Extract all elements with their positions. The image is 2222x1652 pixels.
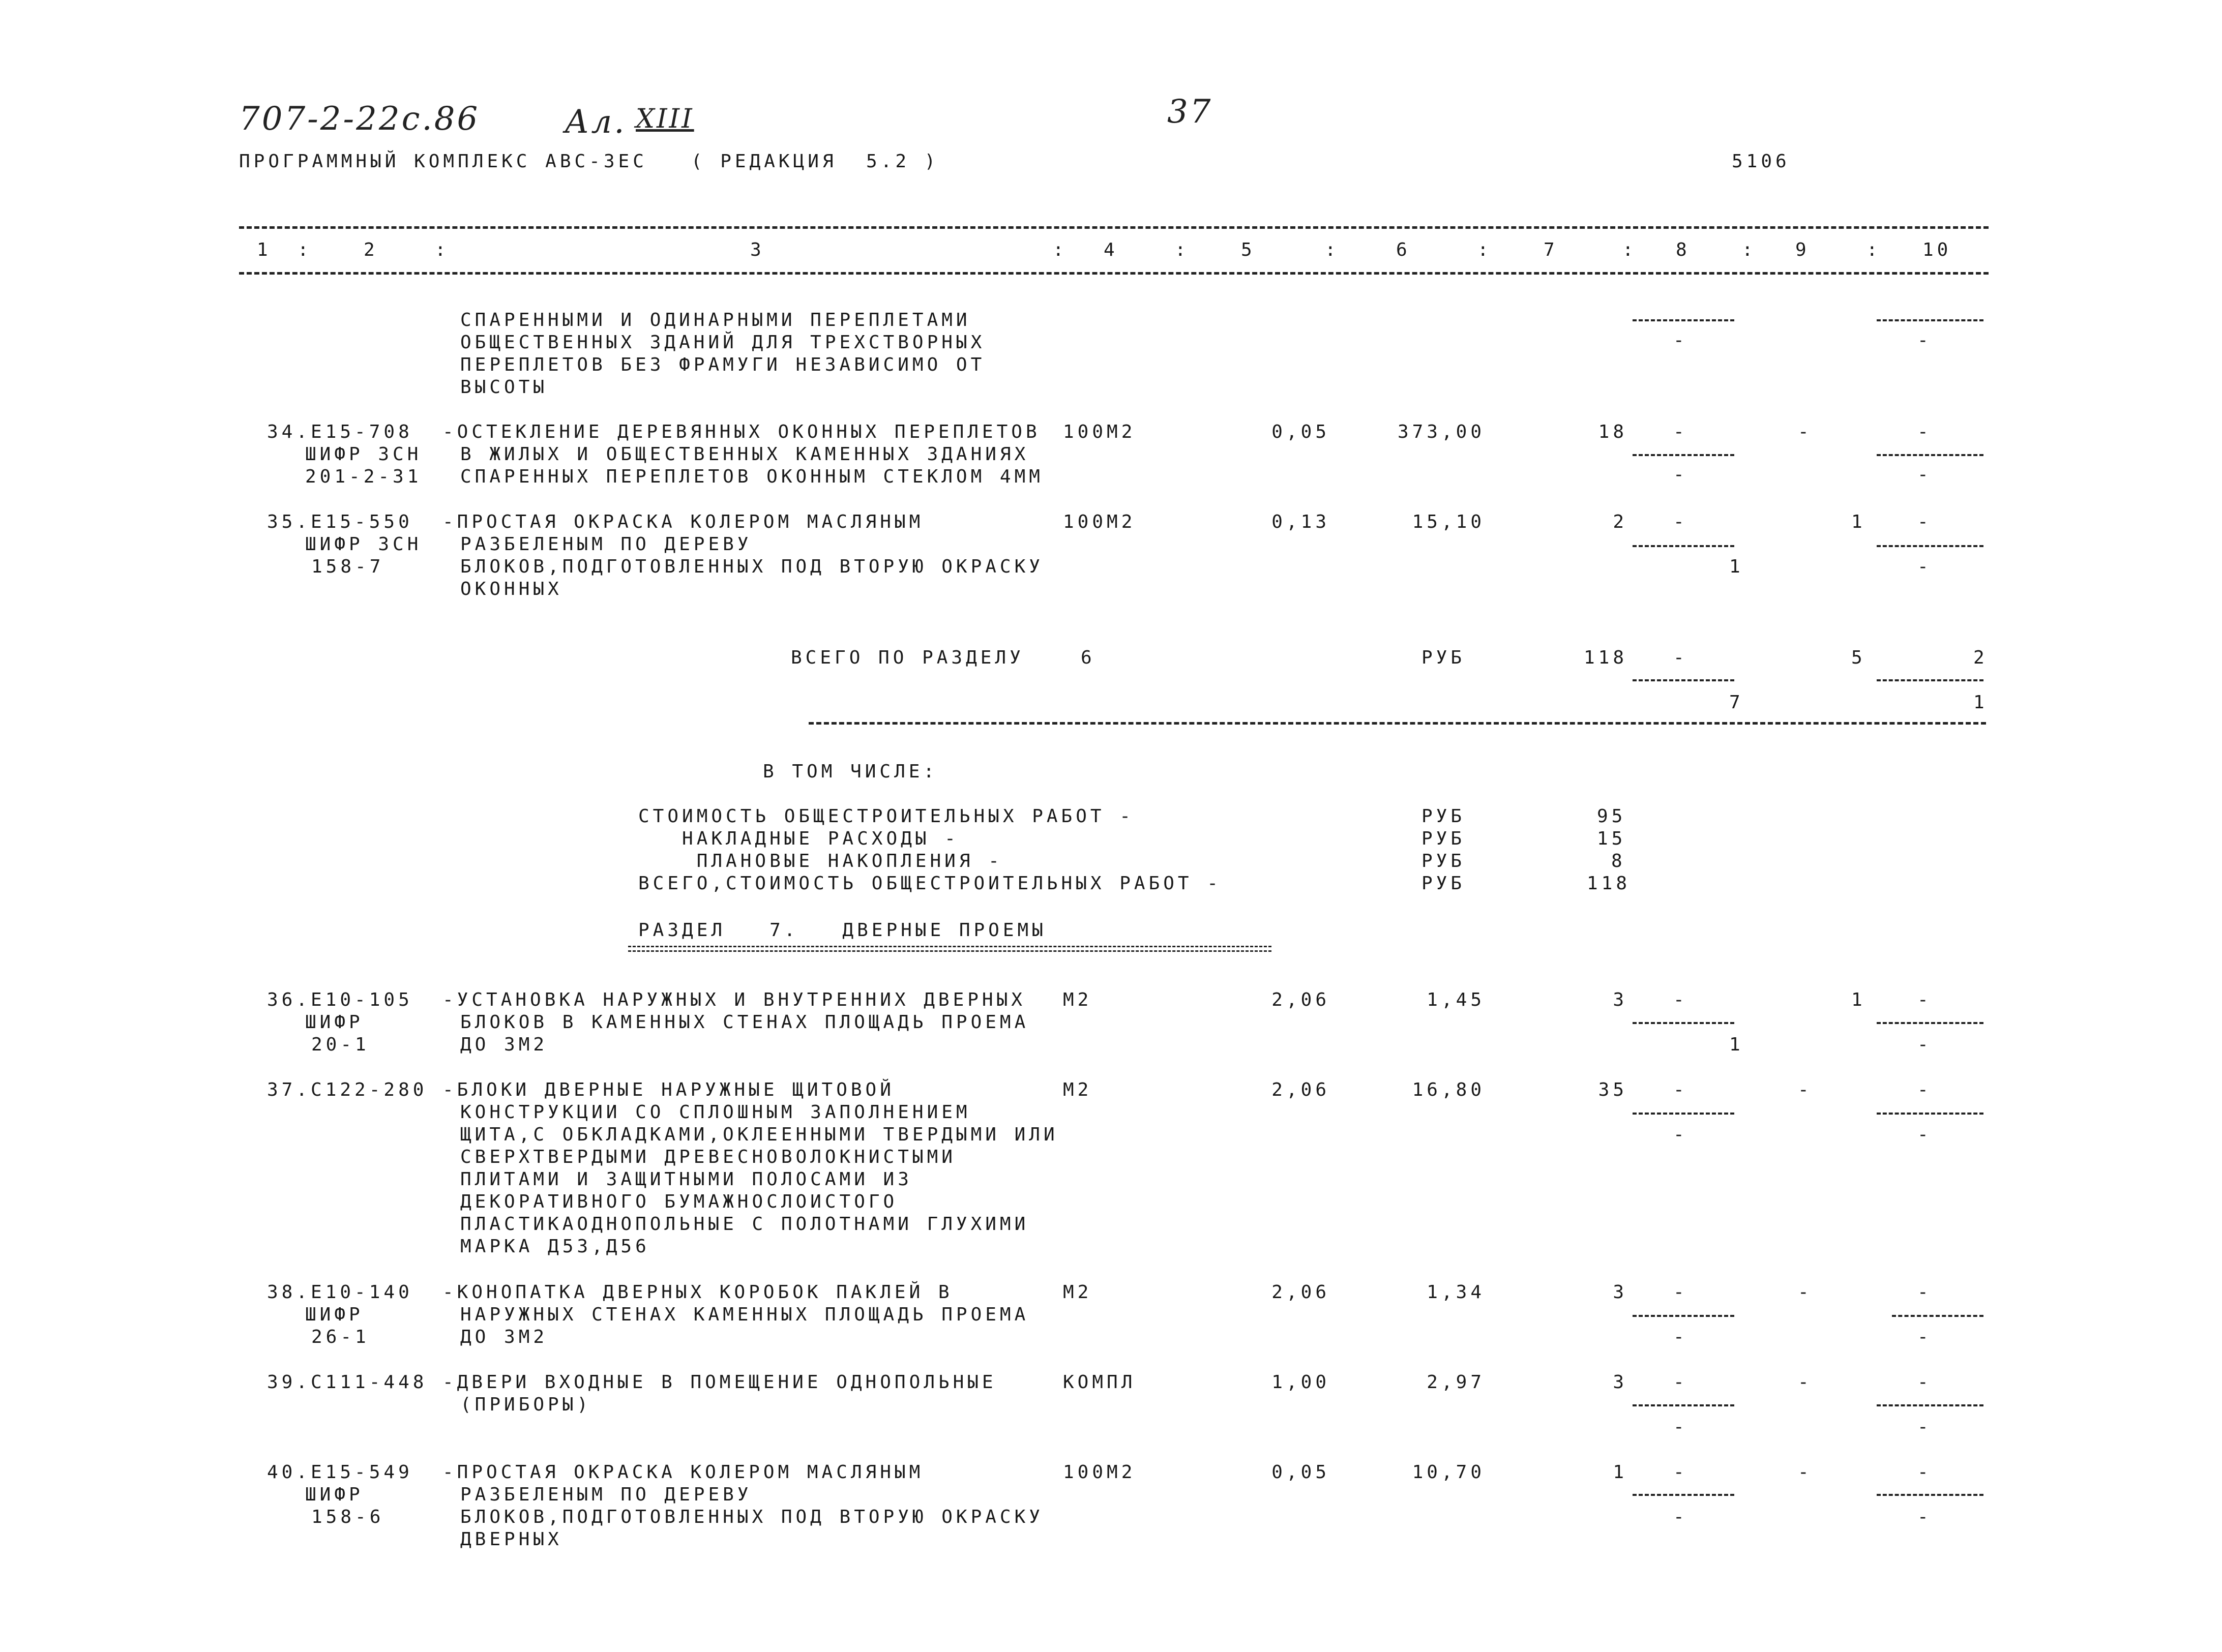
- row-unit: 100М2: [1063, 1462, 1136, 1483]
- col-sep: :: [298, 239, 312, 260]
- col9-value: 1: [1851, 512, 1866, 532]
- including-item-value: 15: [1597, 828, 1626, 849]
- including-item-unit: РУБ: [1421, 851, 1466, 872]
- handwritten-project-code: 707-2-22с.86: [239, 100, 480, 138]
- including-label: В ТОМ ЧИСЛЕ:: [763, 761, 938, 782]
- row-unit-price: 1,45: [1427, 989, 1485, 1010]
- col-10: 10: [1922, 239, 1952, 260]
- row-description: ПЕРЕПЛЕТОВ БЕЗ ФРАМУГИ НЕЗАВИСИМО ОТ: [460, 354, 986, 375]
- row-unit: М2: [1063, 1282, 1092, 1303]
- col8-top: -: [1673, 422, 1688, 442]
- col9-value: -: [1798, 1079, 1813, 1100]
- row-description: В ЖИЛЫХ И ОБЩЕСТВЕННЫХ КАМЕННЫХ ЗДАНИЯХ: [460, 444, 1029, 465]
- including-item-label: НАКЛАДНЫЕ РАСХОДЫ -: [638, 828, 959, 849]
- row-description: (ПРИБОРЫ): [460, 1394, 592, 1415]
- row-description: ПЛАСТИКАОДНОПОЛЬНЫЕ С ПОЛОТНАМИ ГЛУХИМИ: [460, 1214, 1029, 1235]
- row-description: СВЕРХТВЕРДЫМИ ДРЕВЕСНОВОЛОКНИСТЫМИ: [460, 1147, 956, 1167]
- row-description: ДВЕРНЫХ: [460, 1529, 562, 1550]
- handwritten-album-number: XIII: [636, 104, 694, 134]
- col9-value: -: [1798, 1282, 1813, 1303]
- section-total-value: 118: [1583, 647, 1627, 668]
- row-description: ДО 3М2: [460, 1327, 548, 1347]
- row-unit: 100М2: [1063, 512, 1136, 532]
- row-total: 35: [1598, 1079, 1627, 1100]
- row-description: ЩИТА,С ОБКЛАДКАМИ,ОКЛЕЕННЫМИ ТВЕРДЫМИ ИЛИ: [460, 1124, 1058, 1145]
- col9-value: -: [1798, 1462, 1813, 1483]
- including-item-value: 8: [1611, 851, 1626, 872]
- header-bottom-rule: [239, 272, 1989, 275]
- row-description: ДО 3М2: [460, 1034, 548, 1055]
- fraction-line: [1633, 319, 1734, 321]
- row-quantity: 2,06: [1271, 989, 1330, 1010]
- row-description: РАЗБЕЛЕНЫМ ПО ДЕРЕВУ: [460, 1484, 752, 1505]
- col10-bottom: -: [1917, 1124, 1932, 1145]
- col8-bottom: 7: [1729, 692, 1744, 713]
- col8-bottom: -: [1673, 1507, 1688, 1527]
- row-quantity: 0,05: [1271, 1462, 1330, 1483]
- row-cipher-number: 158-7: [311, 556, 384, 577]
- col10-bottom: -: [1917, 330, 1932, 351]
- including-item-value: 95: [1597, 806, 1626, 827]
- including-item-label: ПЛАНОВЫЕ НАКОПЛЕНИЯ -: [638, 851, 1003, 872]
- row-unit-price: 15,10: [1412, 512, 1485, 532]
- fraction-line: [1877, 1113, 1983, 1115]
- col10-bottom: -: [1917, 464, 1932, 485]
- row-description: -ПРОСТАЯ ОКРАСКА КОЛЕРОМ МАСЛЯНЫМ: [442, 1462, 924, 1483]
- row-description: БЛОКОВ,ПОДГОТОВЛЕННЫХ ПОД ВТОРУЮ ОКРАСКУ: [460, 556, 1044, 577]
- col8-bottom: -: [1673, 1417, 1688, 1437]
- fraction-line: [1877, 319, 1983, 321]
- row-cipher: ШИФР ЗСН: [305, 444, 422, 465]
- fraction-line: [1633, 545, 1734, 547]
- row-unit-price: 2,97: [1427, 1372, 1485, 1393]
- col10-top: -: [1917, 989, 1932, 1010]
- col8-bottom: -: [1673, 330, 1688, 351]
- header-top-rule: [239, 226, 1989, 229]
- col-3: 3: [750, 239, 765, 260]
- fraction-line: [1877, 1494, 1983, 1496]
- row-description: БЛОКОВ В КАМЕННЫХ СТЕНАХ ПЛОЩАДЬ ПРОЕМА: [460, 1012, 1029, 1033]
- col8-bottom: 1: [1729, 556, 1744, 577]
- fraction-line: [1633, 679, 1734, 681]
- col8-top: -: [1673, 1282, 1688, 1303]
- col10-bottom: -: [1917, 1034, 1932, 1055]
- col8-bottom: -: [1673, 1327, 1688, 1347]
- row-cipher: ШИФР: [305, 1012, 364, 1033]
- fraction-line: [1877, 1022, 1983, 1024]
- col-sep: :: [435, 239, 450, 260]
- col10-top: 2: [1973, 647, 1988, 668]
- page-number: 37: [1167, 93, 1213, 131]
- row-total: 3: [1613, 989, 1627, 1010]
- col-7: 7: [1544, 239, 1558, 260]
- col-1: 1: [257, 239, 272, 260]
- row-description: ДЕКОРАТИВНОГО БУМАЖНОСЛОИСТОГО: [460, 1191, 898, 1212]
- col-sep: :: [1053, 239, 1068, 260]
- fraction-line: [1633, 1022, 1734, 1024]
- row-cipher: ШИФР: [305, 1304, 364, 1325]
- row-description: КОНСТРУКЦИИ СО СПЛОШНЫМ ЗАПОЛНЕНИЕМ: [460, 1102, 971, 1123]
- col10-top: -: [1917, 1282, 1932, 1303]
- section-number: 6: [1081, 647, 1095, 668]
- fraction-line: [1877, 679, 1983, 681]
- row-quantity: 0,13: [1271, 512, 1330, 532]
- row-unit: КОМПЛ: [1063, 1372, 1136, 1393]
- row-quantity: 2,06: [1271, 1282, 1330, 1303]
- section-total-label: ВСЕГО ПО РАЗДЕЛУ: [791, 647, 1024, 668]
- row-cipher: ШИФР ЗСН: [305, 534, 422, 555]
- including-item-value: 118: [1587, 873, 1631, 894]
- col10-bottom: -: [1917, 1507, 1932, 1527]
- row-description: СПАРЕННЫМИ И ОДИНАРНЫМИ ПЕРЕПЛЕТАМИ: [460, 310, 971, 331]
- row-description: СПАРЕННЫХ ПЕРЕПЛЕТОВ ОКОННЫМ СТЕКЛОМ 4ММ: [460, 466, 1044, 487]
- col8-bottom: 1: [1729, 1034, 1744, 1055]
- row-description: -ПРОСТАЯ ОКРАСКА КОЛЕРОМ МАСЛЯНЫМ: [442, 512, 924, 532]
- row-description: ВЫСОТЫ: [460, 377, 548, 398]
- col9-value: 5: [1851, 647, 1866, 668]
- row-description: -УСТАНОВКА НАРУЖНЫХ И ВНУТРЕННИХ ДВЕРНЫХ: [442, 989, 1026, 1010]
- including-item-label: ВСЕГО,СТОИМОСТЬ ОБЩЕСТРОИТЕЛЬНЫХ РАБОТ -: [638, 873, 1222, 894]
- row-unit: М2: [1063, 989, 1092, 1010]
- row-description: ОБЩЕСТВЕННЫХ ЗДАНИЙ ДЛЯ ТРЕХСТВОРНЫХ: [460, 332, 986, 353]
- row-description: -ДВЕРИ ВХОДНЫЕ В ПОМЕЩЕНИЕ ОДНОПОЛЬНЫЕ: [442, 1372, 997, 1393]
- col9-value: 1: [1851, 989, 1866, 1010]
- row-code: 37.С122-280: [267, 1079, 428, 1100]
- col10-top: -: [1917, 1462, 1932, 1483]
- handwritten-album-label: Ал.: [565, 103, 627, 141]
- row-unit: М2: [1063, 1079, 1092, 1100]
- row-total: 1: [1613, 1462, 1627, 1483]
- row-cipher-number: 201-2-31: [305, 466, 422, 487]
- row-code: 36.Е10-105: [267, 989, 413, 1010]
- col10-bottom: -: [1917, 1327, 1932, 1347]
- col8-top: -: [1673, 512, 1688, 532]
- row-unit-price: 1,34: [1427, 1282, 1485, 1303]
- col8-bottom: -: [1673, 1124, 1688, 1145]
- row-total: 2: [1613, 512, 1627, 532]
- row-description: -БЛОКИ ДВЕРНЫЕ НАРУЖНЫЕ ЩИТОВОЙ: [442, 1079, 895, 1100]
- row-code: 38.Е10-140: [267, 1282, 413, 1303]
- section-total-unit: РУБ: [1421, 647, 1466, 668]
- col10-top: -: [1917, 1079, 1932, 1100]
- col10-bottom: 1: [1973, 692, 1988, 713]
- section-total-rule: [809, 722, 1986, 725]
- col8-bottom: -: [1673, 464, 1688, 485]
- row-total: 18: [1598, 422, 1627, 442]
- col10-bottom: -: [1917, 556, 1932, 577]
- col-9: 9: [1795, 239, 1810, 260]
- col9-value: -: [1798, 1372, 1813, 1393]
- row-description: -КОНОПАТКА ДВЕРНЫХ КОРОБОК ПАКЛЕЙ В: [442, 1282, 953, 1303]
- col-6: 6: [1396, 239, 1411, 260]
- row-quantity: 2,06: [1271, 1079, 1330, 1100]
- row-cipher-number: 26-1: [311, 1327, 370, 1347]
- row-code: 39.С111-448: [267, 1372, 428, 1393]
- program-title: ПРОГРАММНЫЙ КОМПЛЕКС АВС-ЗЕС ( РЕДАКЦИЯ 5.2 ): [239, 151, 939, 172]
- fraction-line: [1633, 1494, 1734, 1496]
- col10-top: -: [1917, 1372, 1932, 1393]
- col8-top: -: [1673, 1372, 1688, 1393]
- col-sep: :: [1622, 239, 1637, 260]
- row-cipher: ШИФР: [305, 1484, 364, 1505]
- row-cipher-number: 20-1: [311, 1034, 370, 1055]
- including-item-unit: РУБ: [1421, 873, 1466, 894]
- row-quantity: 0,05: [1271, 422, 1330, 442]
- row-code: 40.Е15-549: [267, 1462, 413, 1483]
- col-sep: :: [1325, 239, 1340, 260]
- row-description: МАРКА Д53,Д56: [460, 1236, 650, 1257]
- row-quantity: 1,00: [1271, 1372, 1330, 1393]
- row-description: РАЗБЕЛЕНЫМ ПО ДЕРЕВУ: [460, 534, 752, 555]
- col10-top: -: [1917, 512, 1932, 532]
- row-unit-price: 10,70: [1412, 1462, 1485, 1483]
- row-description: БЛОКОВ,ПОДГОТОВЛЕННЫХ ПОД ВТОРУЮ ОКРАСКУ: [460, 1507, 1044, 1527]
- row-total: 3: [1613, 1282, 1627, 1303]
- col-sep: :: [1742, 239, 1757, 260]
- fraction-line: [1892, 1315, 1983, 1317]
- col8-top: -: [1673, 647, 1688, 668]
- row-unit: 100М2: [1063, 422, 1136, 442]
- col-8: 8: [1676, 239, 1691, 260]
- row-description: -ОСТЕКЛЕНИЕ ДЕРЕВЯННЫХ ОКОННЫХ ПЕРЕПЛЕТОВ: [442, 422, 1041, 442]
- row-unit-price: 16,80: [1412, 1079, 1485, 1100]
- row-cipher-number: 158-6: [311, 1507, 384, 1527]
- row-total: 3: [1613, 1372, 1627, 1393]
- col9-value: -: [1798, 422, 1813, 442]
- including-item-unit: РУБ: [1421, 806, 1466, 827]
- section-heading-underline: [628, 946, 1271, 952]
- col-4: 4: [1104, 239, 1118, 260]
- fraction-line: [1877, 454, 1983, 456]
- col10-bottom: -: [1917, 1417, 1932, 1437]
- row-description: ОКОННЫХ: [460, 579, 562, 599]
- fraction-line: [1633, 1404, 1734, 1406]
- col8-top: -: [1673, 989, 1688, 1010]
- section-heading: РАЗДЕЛ 7. ДВЕРНЫЕ ПРОЕМЫ: [638, 920, 1047, 941]
- fraction-line: [1633, 454, 1734, 456]
- row-code: 34.Е15-708: [267, 422, 413, 442]
- document-number: 5106: [1732, 151, 1790, 172]
- including-item-unit: РУБ: [1421, 828, 1466, 849]
- including-item-label: СТОИМОСТЬ ОБЩЕСТРОИТЕЛЬНЫХ РАБОТ -: [638, 806, 1134, 827]
- fraction-line: [1877, 1404, 1983, 1406]
- col-5: 5: [1241, 239, 1256, 260]
- col10-top: -: [1917, 422, 1932, 442]
- row-description: ПЛИТАМИ И ЗАЩИТНЫМИ ПОЛОСАМИ ИЗ: [460, 1169, 912, 1190]
- col-sep: :: [1175, 239, 1190, 260]
- row-unit-price: 373,00: [1397, 422, 1485, 442]
- row-code: 35.Е15-550: [267, 512, 413, 532]
- fraction-line: [1633, 1315, 1734, 1317]
- col8-top: -: [1673, 1462, 1688, 1483]
- row-description: НАРУЖНЫХ СТЕНАХ КАМЕННЫХ ПЛОЩАДЬ ПРОЕМА: [460, 1304, 1029, 1325]
- col8-top: -: [1673, 1079, 1688, 1100]
- col-sep: :: [1867, 239, 1881, 260]
- col-sep: :: [1477, 239, 1492, 260]
- col-2: 2: [364, 239, 378, 260]
- fraction-line: [1633, 1113, 1734, 1115]
- fraction-line: [1877, 545, 1983, 547]
